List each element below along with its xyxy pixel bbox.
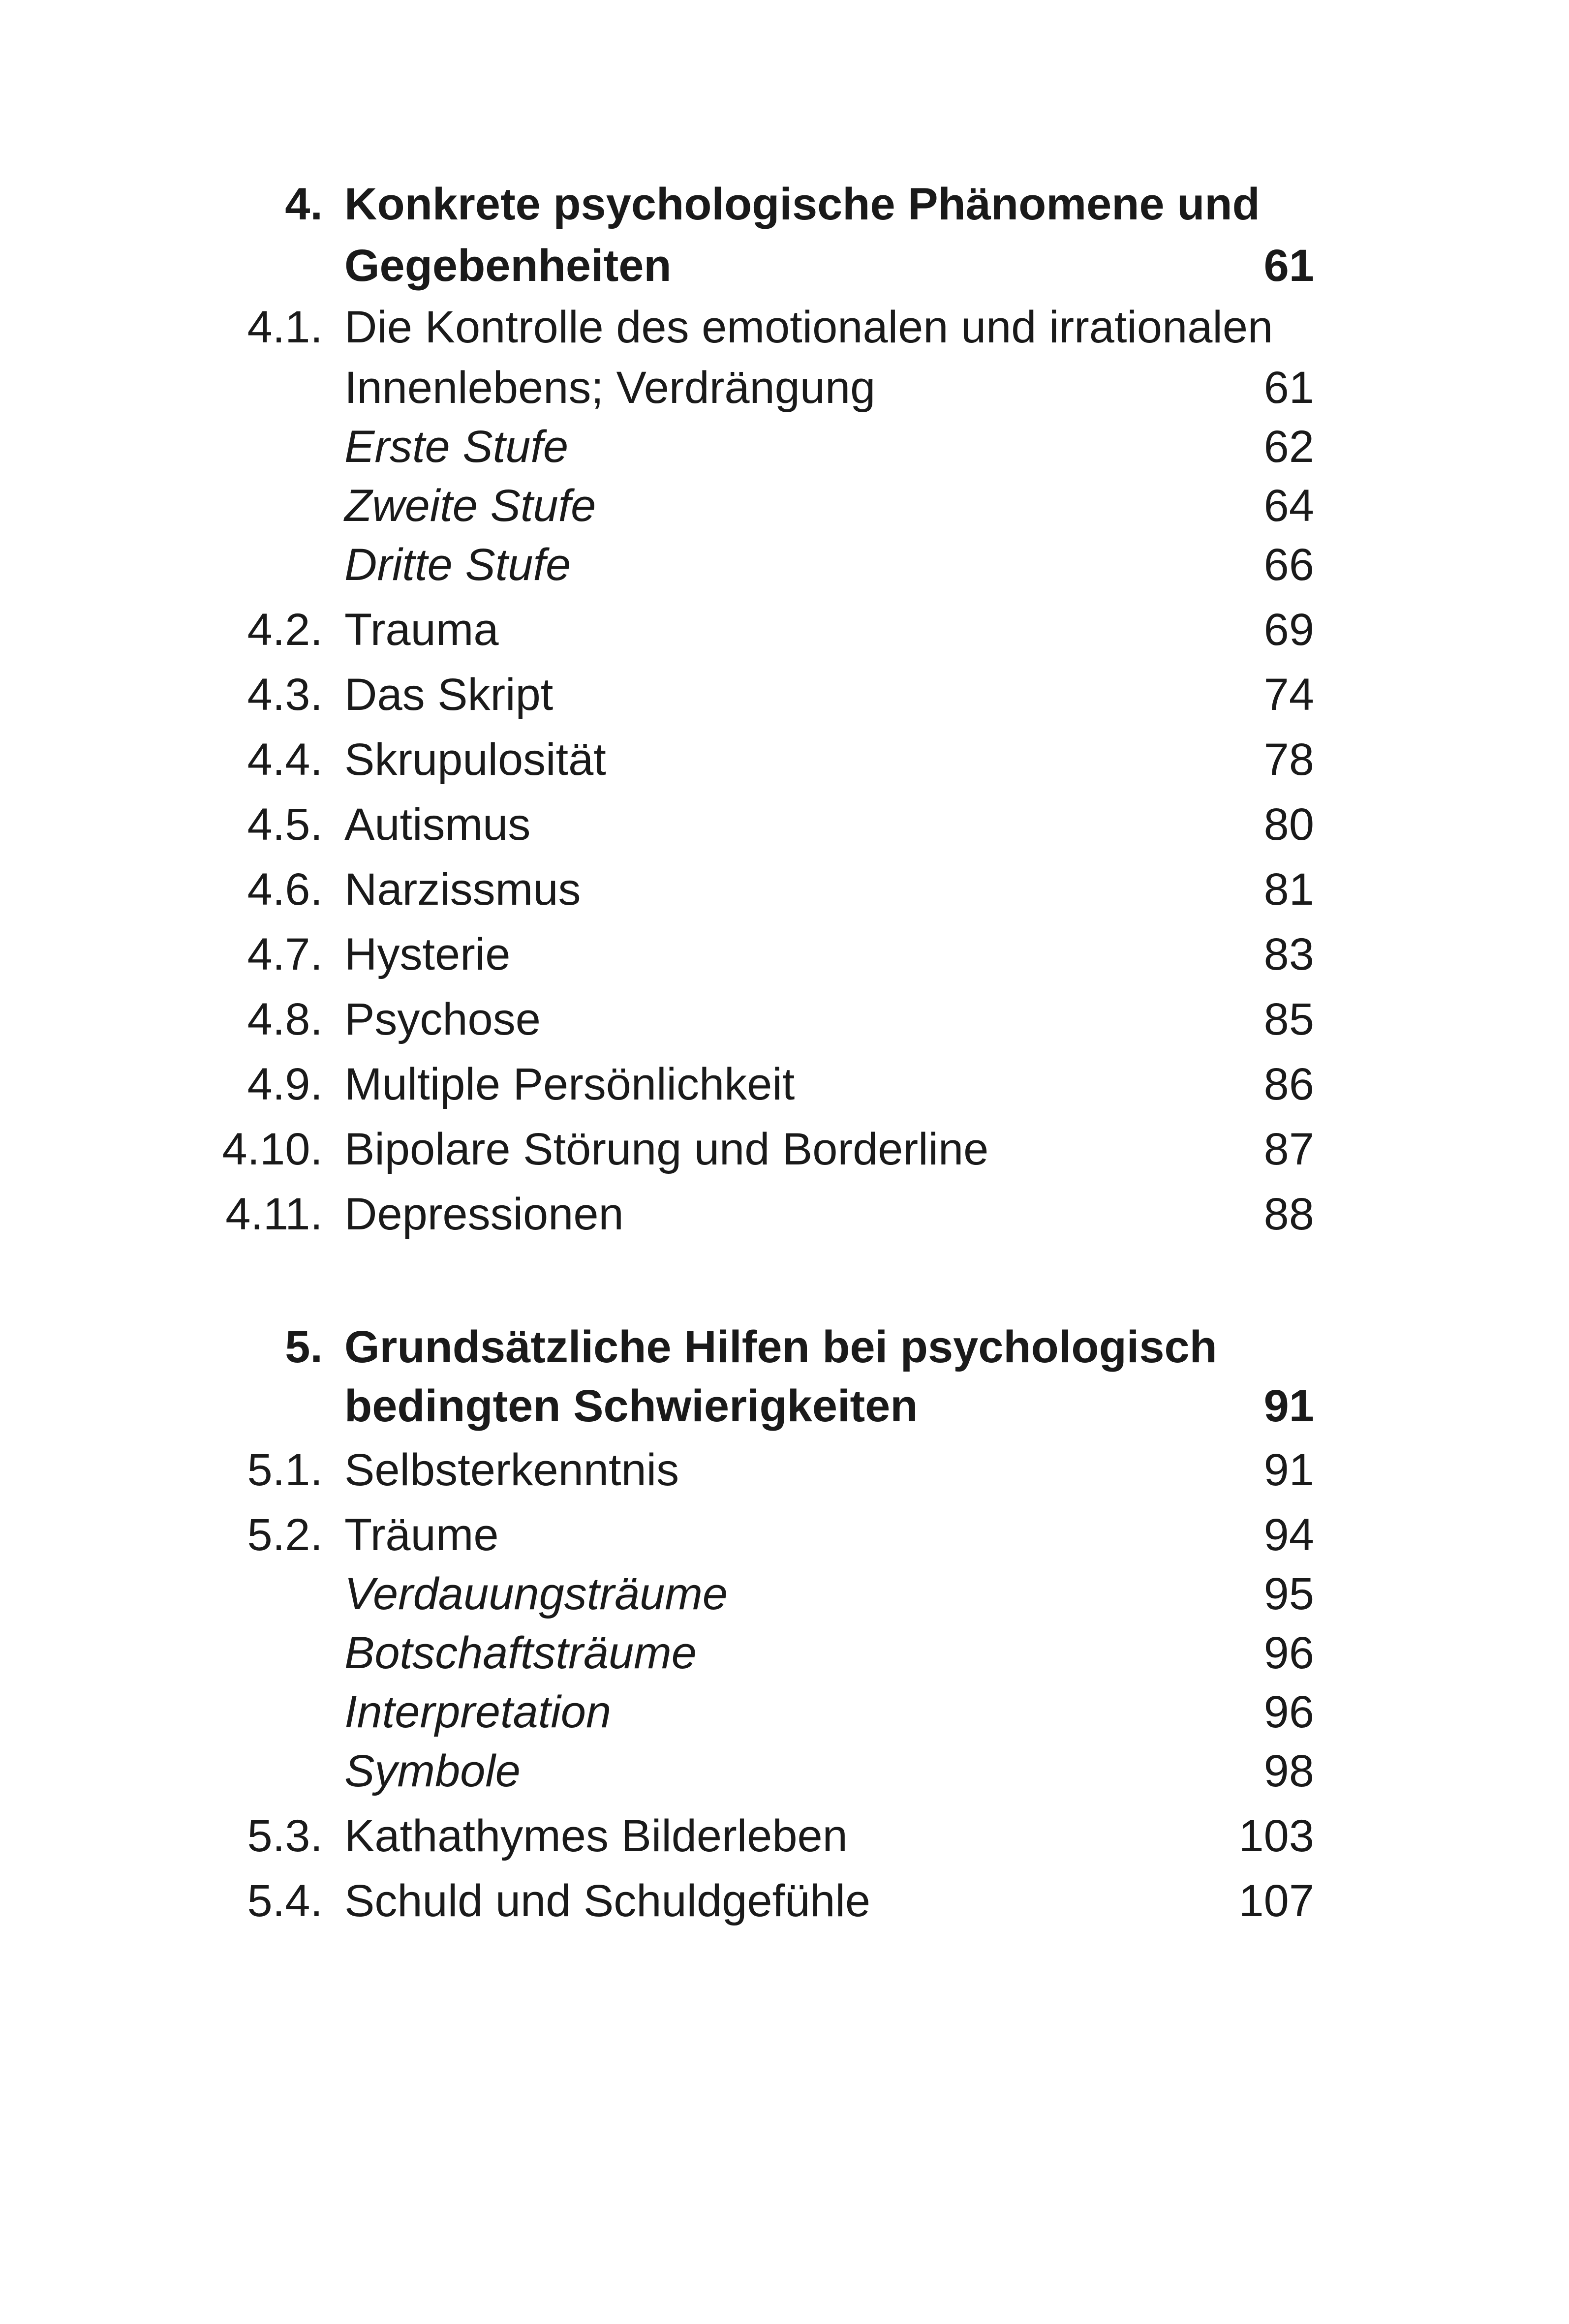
entry-number: 4.3. (247, 670, 323, 720)
entry-title: Autismus (344, 799, 531, 850)
toc-entry (0, 990, 1569, 1049)
toc-entry (0, 1120, 1569, 1179)
entry-title: Zweite Stufe (344, 481, 596, 531)
page-number: 61 (1263, 363, 1314, 413)
entry-number: 4.7. (247, 929, 323, 979)
entry-title-continued: Innenlebens; Verdrängung (344, 363, 876, 413)
toc-subentry (0, 476, 1569, 535)
entry-number: 4.1. (247, 302, 323, 352)
entry-title: Selbsterkenntnis (344, 1445, 679, 1495)
page-number: 83 (1263, 929, 1314, 979)
entry-title: Kathathymes Bilderleben (344, 1811, 848, 1861)
toc-entry (0, 1505, 1569, 1564)
toc-subentry (0, 1623, 1569, 1682)
entry-number: 5.2. (247, 1510, 323, 1560)
page-number: 66 (1263, 540, 1314, 590)
toc-entry (0, 730, 1569, 789)
entry-title: Träume (344, 1510, 499, 1560)
entry-number: 4.8. (247, 994, 323, 1044)
entry-number: 4.4. (247, 734, 323, 785)
toc-entry (0, 1806, 1569, 1865)
toc-entry (0, 1055, 1569, 1114)
toc-entry (0, 860, 1569, 919)
entry-number: 4.11. (225, 1189, 323, 1239)
entry-title: Narzissmus (344, 864, 581, 915)
page-number: 94 (1263, 1510, 1314, 1560)
page-number: 95 (1263, 1569, 1314, 1619)
entry-number: 4.10. (222, 1124, 323, 1174)
page-number: 61 (1263, 241, 1314, 291)
toc-entry (0, 1871, 1569, 1930)
section-4-heading-line2 (0, 236, 1569, 295)
section-4-heading-line1 (0, 175, 1569, 234)
section-5-heading-line2 (0, 1376, 1569, 1436)
page-number: 64 (1263, 481, 1314, 531)
page-number: 103 (1238, 1811, 1314, 1861)
entry-title: Multiple Persönlichkeit (344, 1059, 795, 1109)
page-number: 86 (1263, 1059, 1314, 1109)
section-title-continued: bedingten Schwierigkeiten (344, 1381, 918, 1431)
entry-title: Psychose (344, 994, 541, 1044)
entry-title: Dritte Stufe (344, 540, 571, 590)
toc-entry-continued (0, 358, 1569, 417)
entry-number: 5.4. (247, 1876, 323, 1926)
page-number: 98 (1263, 1746, 1314, 1796)
entry-title: Bipolare Störung und Borderline (344, 1124, 989, 1174)
page-number: 91 (1263, 1381, 1314, 1431)
section-5-heading-line1 (0, 1317, 1569, 1376)
section-number: 5. (285, 1322, 323, 1372)
entry-title: Hysterie (344, 929, 511, 979)
page-number: 85 (1263, 994, 1314, 1044)
entry-title: Skrupulosität (344, 734, 606, 785)
toc-entry (0, 925, 1569, 984)
toc-entry (0, 1440, 1569, 1499)
entry-title: Interpretation (344, 1687, 612, 1737)
page-number: 96 (1263, 1687, 1314, 1737)
entry-number: 5.3. (247, 1811, 323, 1861)
toc-entry (0, 1185, 1569, 1244)
section-title-continued: Gegebenheiten (344, 241, 672, 291)
toc-entry (0, 298, 1569, 357)
toc-subentry (0, 1682, 1569, 1742)
page-number: 91 (1263, 1445, 1314, 1495)
toc-subentry (0, 417, 1569, 476)
entry-title: Die Kontrolle des emotionalen und irrationalen (344, 302, 1273, 352)
entry-number: 4.5. (247, 799, 323, 850)
toc-subentry (0, 1564, 1569, 1623)
page-number: 81 (1263, 864, 1314, 915)
toc-entry (0, 795, 1569, 854)
entry-title: Erste Stufe (344, 422, 569, 472)
entry-number: 4.9. (247, 1059, 323, 1109)
toc-subentry (0, 535, 1569, 594)
page-number: 96 (1263, 1628, 1314, 1678)
page-number: 69 (1263, 605, 1314, 655)
toc-entry (0, 665, 1569, 724)
entry-title: Trauma (344, 605, 499, 655)
section-title: Grundsätzliche Hilfen bei psychologisch (344, 1322, 1217, 1372)
entry-title: Das Skript (344, 670, 554, 720)
page-number: 88 (1263, 1189, 1314, 1239)
page-number: 74 (1263, 670, 1314, 720)
entry-number: 5.1. (247, 1445, 323, 1495)
page-number: 87 (1263, 1124, 1314, 1174)
entry-number: 4.6. (247, 864, 323, 915)
page-number: 78 (1263, 734, 1314, 785)
page-number: 62 (1263, 422, 1314, 472)
entry-title: Verdauungsträume (344, 1569, 728, 1619)
entry-title: Symbole (344, 1746, 521, 1796)
section-number: 4. (285, 179, 323, 229)
entry-title: Depressionen (344, 1189, 624, 1239)
entry-number: 4.2. (247, 605, 323, 655)
entry-title: Schuld und Schuldgefühle (344, 1876, 871, 1926)
section-title: Konkrete psychologische Phänomene und (344, 179, 1260, 229)
page-number: 80 (1263, 799, 1314, 850)
entry-title: Botschaftsträume (344, 1628, 697, 1678)
page-number: 107 (1238, 1876, 1314, 1926)
toc-entry (0, 600, 1569, 659)
toc-subentry (0, 1742, 1569, 1801)
